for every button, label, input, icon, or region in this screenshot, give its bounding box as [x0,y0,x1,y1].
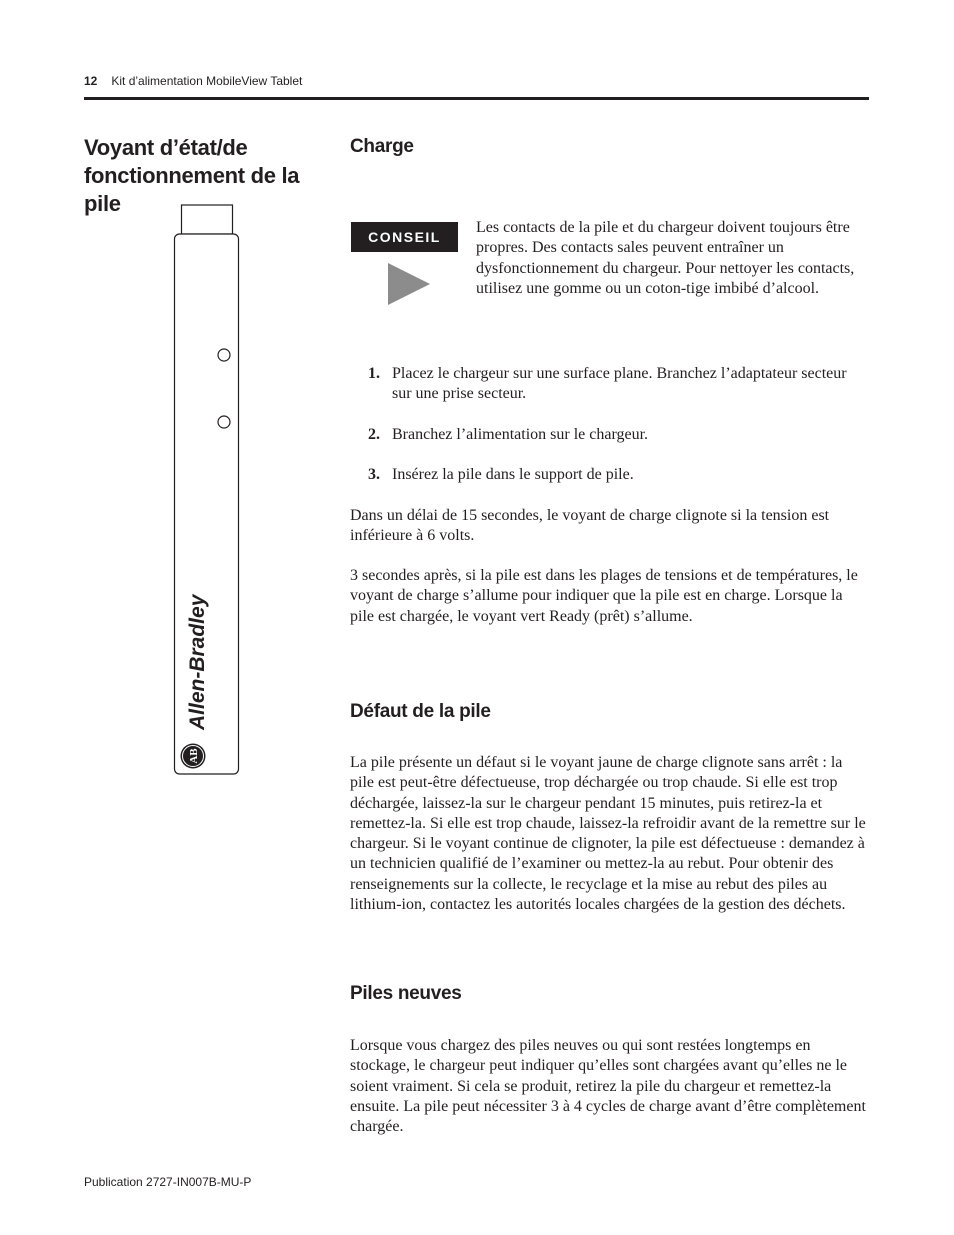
page-footer: Publication 2727-IN007B-MU-P [84,1175,252,1189]
header-rule [84,97,869,100]
logo-label: AB [188,748,200,764]
charge-paragraph-1: Dans un délai de 15 secondes, le voyant de charge clignote si la tension est inférieure à 6 volts. [350,507,830,545]
defaut-heading: Défaut de la pile [350,701,491,722]
neuves-heading: Piles neuves [350,983,462,1004]
step-number: 1. [368,365,380,382]
step-number: 2. [368,426,380,443]
play-arrow-icon [387,262,431,306]
tip-label: CONSEIL [351,222,458,252]
tip-text: Les contacts de la pile et du chargeur doivent toujours être propres. Des contacts sales peuvent entraîner un dysfonctionnement du chargeur. Pour nettoyer les contacts, utilisez une gomme ou un coton-tige imbibé d’alcool. [476,219,855,297]
ready-led-icon [218,416,230,428]
step-item [368,364,868,405]
defaut-paragraph: La pile présente un défaut si le voyant jaune de charge clignote sans arrêt : la pile est peut-être défectueuse, trop déchargée ou trop chaude. Si elle est trop déchargée, laissez-la sur le chargeur pendant 15 minutes, puis retirez-la et remettez-la. Si elle est trop chaude, laissez-la refroidir avant de la remettre sur le chargeur. Si le voyant continue de clignoter, la pile est défectueuse : demandez à un technicien qualifié de l’examiner ou mettez-la au rebut. Pour obtenir des renseignements sur la collecte, le recyclage et la mise au rebut des piles au lithium-ion, contactez les autorités locales chargées de la gestion des déchets. [350,754,866,914]
charge-heading: Charge [350,136,414,157]
battery-illustration [172,204,244,779]
charge-paragraph-2: 3 secondes après, si la pile est dans les plages de tensions et de températures, le voyant de charge s’allume pour indiquer que la pile est en charge. Lorsque la pile est chargée, le voyant vert Ready (prêt) s’allume. [350,567,858,625]
running-title: Kit d’alimentation MobileView Tablet [111,74,303,88]
step-text: Placez le chargeur sur une surface plane. Branchez l’adaptateur secteur sur une prise secteur. [392,365,847,403]
charge-led-icon [218,349,230,361]
ab-logo-icon [181,744,206,769]
side-title: Voyant d’état/de fonctionnement de la pile [84,135,300,216]
page-number: 12 [84,74,98,88]
step-item [368,425,868,445]
step-item [368,465,868,485]
step-text: Insérez la pile dans le support de pile. [392,466,634,483]
page-header [84,74,302,88]
step-text: Branchez l’alimentation sur le chargeur. [392,426,649,443]
brand-label: Allen-Bradley [186,594,209,730]
step-number: 3. [368,466,380,483]
neuves-paragraph: Lorsque vous chargez des piles neuves ou qui sont restées longtemps en stockage, le chargeur peut indiquer qu’elles sont chargées avant qu’elles ne le soient vraiment. Si cela se produit, retirez la pile du chargeur et remettez-la ensuite. La pile peut nécessiter 3 à 4 cycles de charge avant d’être complètement chargée. [350,1037,866,1136]
